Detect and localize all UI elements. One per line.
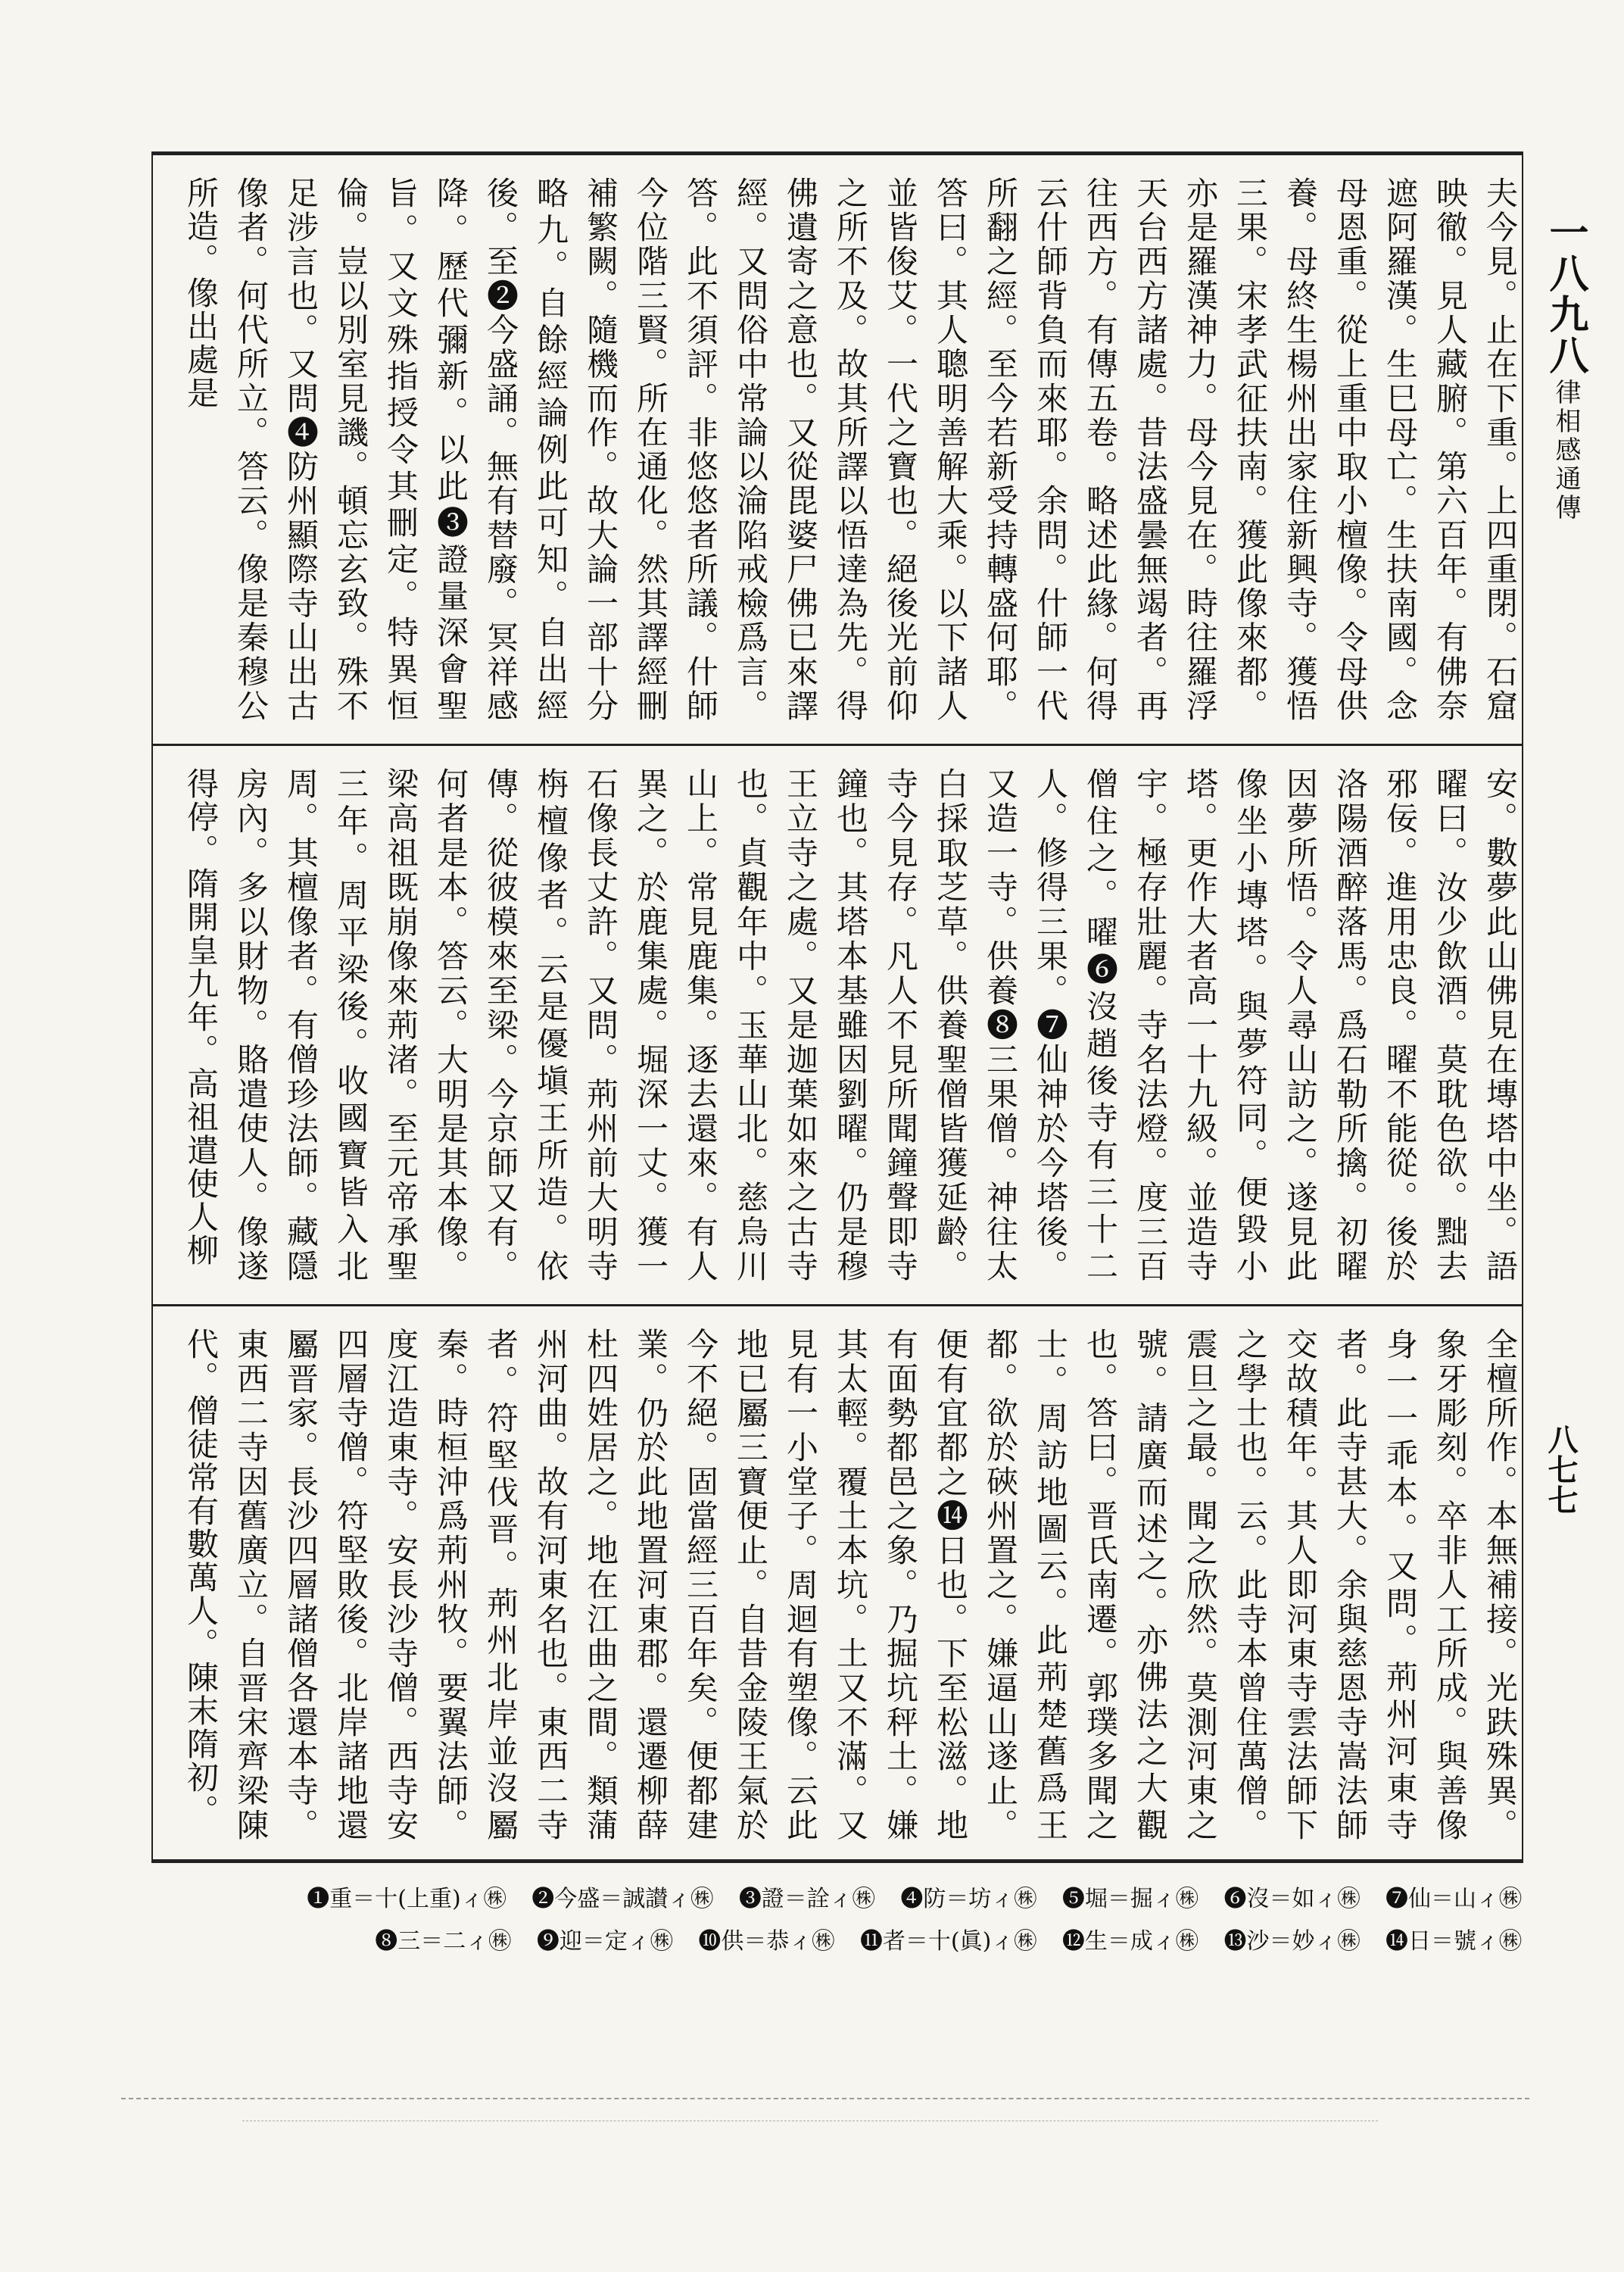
footnote: ⓮日＝號ィ㊑	[1386, 1928, 1522, 1955]
running-title: 律相感通傳	[1551, 379, 1581, 523]
footnote: ❹防＝坊ィ㊑	[900, 1886, 1037, 1912]
footnotes	[159, 1878, 1522, 1963]
region-text: 夫今見。止在下重。上四重閉。石窟映徹。見人藏腑。第六百年。有佛奈遮阿羅漢。生巳母亡。生扶南國。念母恩重。從上重中取小檀像。令母供養。母終生楊州出家住新興寺。獲悟三果。宋孝武征扶南。獲此像來都。亦是羅漢神力。母今見在。時往羅浮天台西方諸處。昔法盛曇無竭者。再往西方。有傳五卷。略述此緣。何得云什師背負而來耶。余問。什師一代所翻之經。至今若新受持轉盛何耶。答曰。其人聰明善解大乘。以下諸人並皆俊艾。一代之寶也。絕後光前仰之所不及。故其所譯以悟達為先。得佛遺寄之意也。又從毘婆尸佛已來譯經。又問俗中常論以淪陷戒檢爲言。答。此不須評。非悠悠者所議。什師今位階三賢。所在通化。然其譯經刪補繁闕。隨機而作。故大論一部十分略九。自餘經論例此可知。自出經後。至❷今盛誦。無有替廢。冥祥感降。歷代彌新。以此❸證量深會聖旨。又文殊指授令其刪定。特異恒倫。豈以別室見譏。頓忘玄致。殊不足涉言也。又問❹防州顯際寺山出古像者。何代所立。答云。像是秦穆公所造。像出處是	[182, 176, 1519, 722]
footnote: ❾迎＝定ィ㊑	[536, 1928, 673, 1955]
page-number: 八七七	[1543, 1424, 1579, 1515]
footnote: ❷今盛＝誠讃ィ㊑	[531, 1886, 714, 1912]
footnote: ⓭沙＝妙ィ㊑	[1223, 1928, 1361, 1955]
footnote: ❻沒＝如ィ㊑	[1223, 1886, 1361, 1912]
footnote: ❸證＝詮ィ㊑	[738, 1886, 875, 1912]
scan-edge-line	[121, 2098, 1529, 2099]
region-text: 全檀所作。本無補接。光趺殊異。象牙彫刻。卒非人工所成。與善像身一一乖本。又問。荊州河東寺者。此寺甚大。余與慈恩寺嵩法師交故積年。其人即河東寺雲法師下之學士也。云。此寺本曾住萬僧。震旦之最。聞之欣然。莫測河東之號。請廣而述之。亦佛法之大觀也。答曰。晋氏南遷。郭璞多聞之士。周訪地圖云。此荊楚舊爲王都。欲於硤州置之。嫌逼山遂止。便有宜都之⓮日也。下至松滋。地有面勢都邑之象。乃掘坑秤土。嫌其太輕。覆土本坑。土又不滿。又見有一小堂子。周迴有塑像。云此地已屬三寶便止。自昔金陵王氣於今不絕。固當經三百年矣。便都建業。仍於此地置河東郡。還遷柳薛杜四姓居之。地在江曲之間。類蒲州河曲。故有河東名也。東西二寺者。符堅伐晋。荊州北岸並沒屬秦。時桓沖爲荊州牧。要翼法師。度江造東寺。安長沙寺僧。西寺安四層寺僧。符堅敗後。北岸諸地還屬晋家。長沙四層諸僧各還本寺。東西二寺因舊廣立。自晋宋齊梁陳代。僧徒常有數萬人。陳末隋初。	[182, 1328, 1519, 1842]
footnote: ❿供＝恭ィ㊑	[698, 1928, 835, 1955]
footnote: ❶重＝十(上重)ィ㊑	[307, 1886, 507, 1912]
volume-number: 一八九八	[1542, 212, 1588, 376]
text-region-lower	[153, 1306, 1522, 1863]
text-frame	[151, 151, 1523, 1863]
footnote: ❺堀＝掘ィ㊑	[1061, 1886, 1199, 1912]
text-region-upper	[153, 155, 1522, 746]
footnote: ⓬生＝成ィ㊑	[1061, 1928, 1199, 1955]
footnote: ❼仙＝山ィ㊑	[1386, 1886, 1522, 1912]
footnote: ⓫者＝十(眞)ィ㊑	[859, 1928, 1037, 1955]
region-text: 安。數夢此山佛見在塼塔中坐。語曜曰。汝少飲酒。莫耽色欲。黜去邪佞。進用忠良。曜不能從。後於洛陽酒醉落馬。爲石勒所擒。初曜因夢所悟。令人尋山訪之。遂見此像坐小塼塔。與夢符同。便毀小塔。更作大者高一十九級。並造寺宇。極存壯麗。寺名法燈。度三百僧住之。曜❻沒趙後寺有三十二人。修得三果。❼仙神於今塔後。又造一寺。供養❽三果僧。神往太白採取芝草。供養聖僧皆獲延齡。寺今見存。凡人不見所聞鐘聲即寺鐘也。其塔本基雖因劉曜。仍是穆王立寺之處。又是迦葉如來之古寺也。貞觀年中。玉華山北。慈烏川山上。常見鹿集。逐去還來。有人異之。於鹿集處。堀深一丈。獲一石像長丈許。又問。荊州前大明寺栴檀像者。云是優塡王所造。依傳。從彼模來至梁。今京師又有。何者是本。答云。大明是其本像。梁高祖既崩像來荊渚。至元帝承聖三年。周平梁後。收國寶皆入北周。其檀像者。有僧珍法師。藏隱房內。多以財物。賂遣使人。像遂得停。隋開皇九年。高祖遣使人柳	[182, 767, 1519, 1283]
footnote: ❽三＝二ィ㊑	[375, 1928, 512, 1955]
text-region-middle	[153, 746, 1522, 1306]
